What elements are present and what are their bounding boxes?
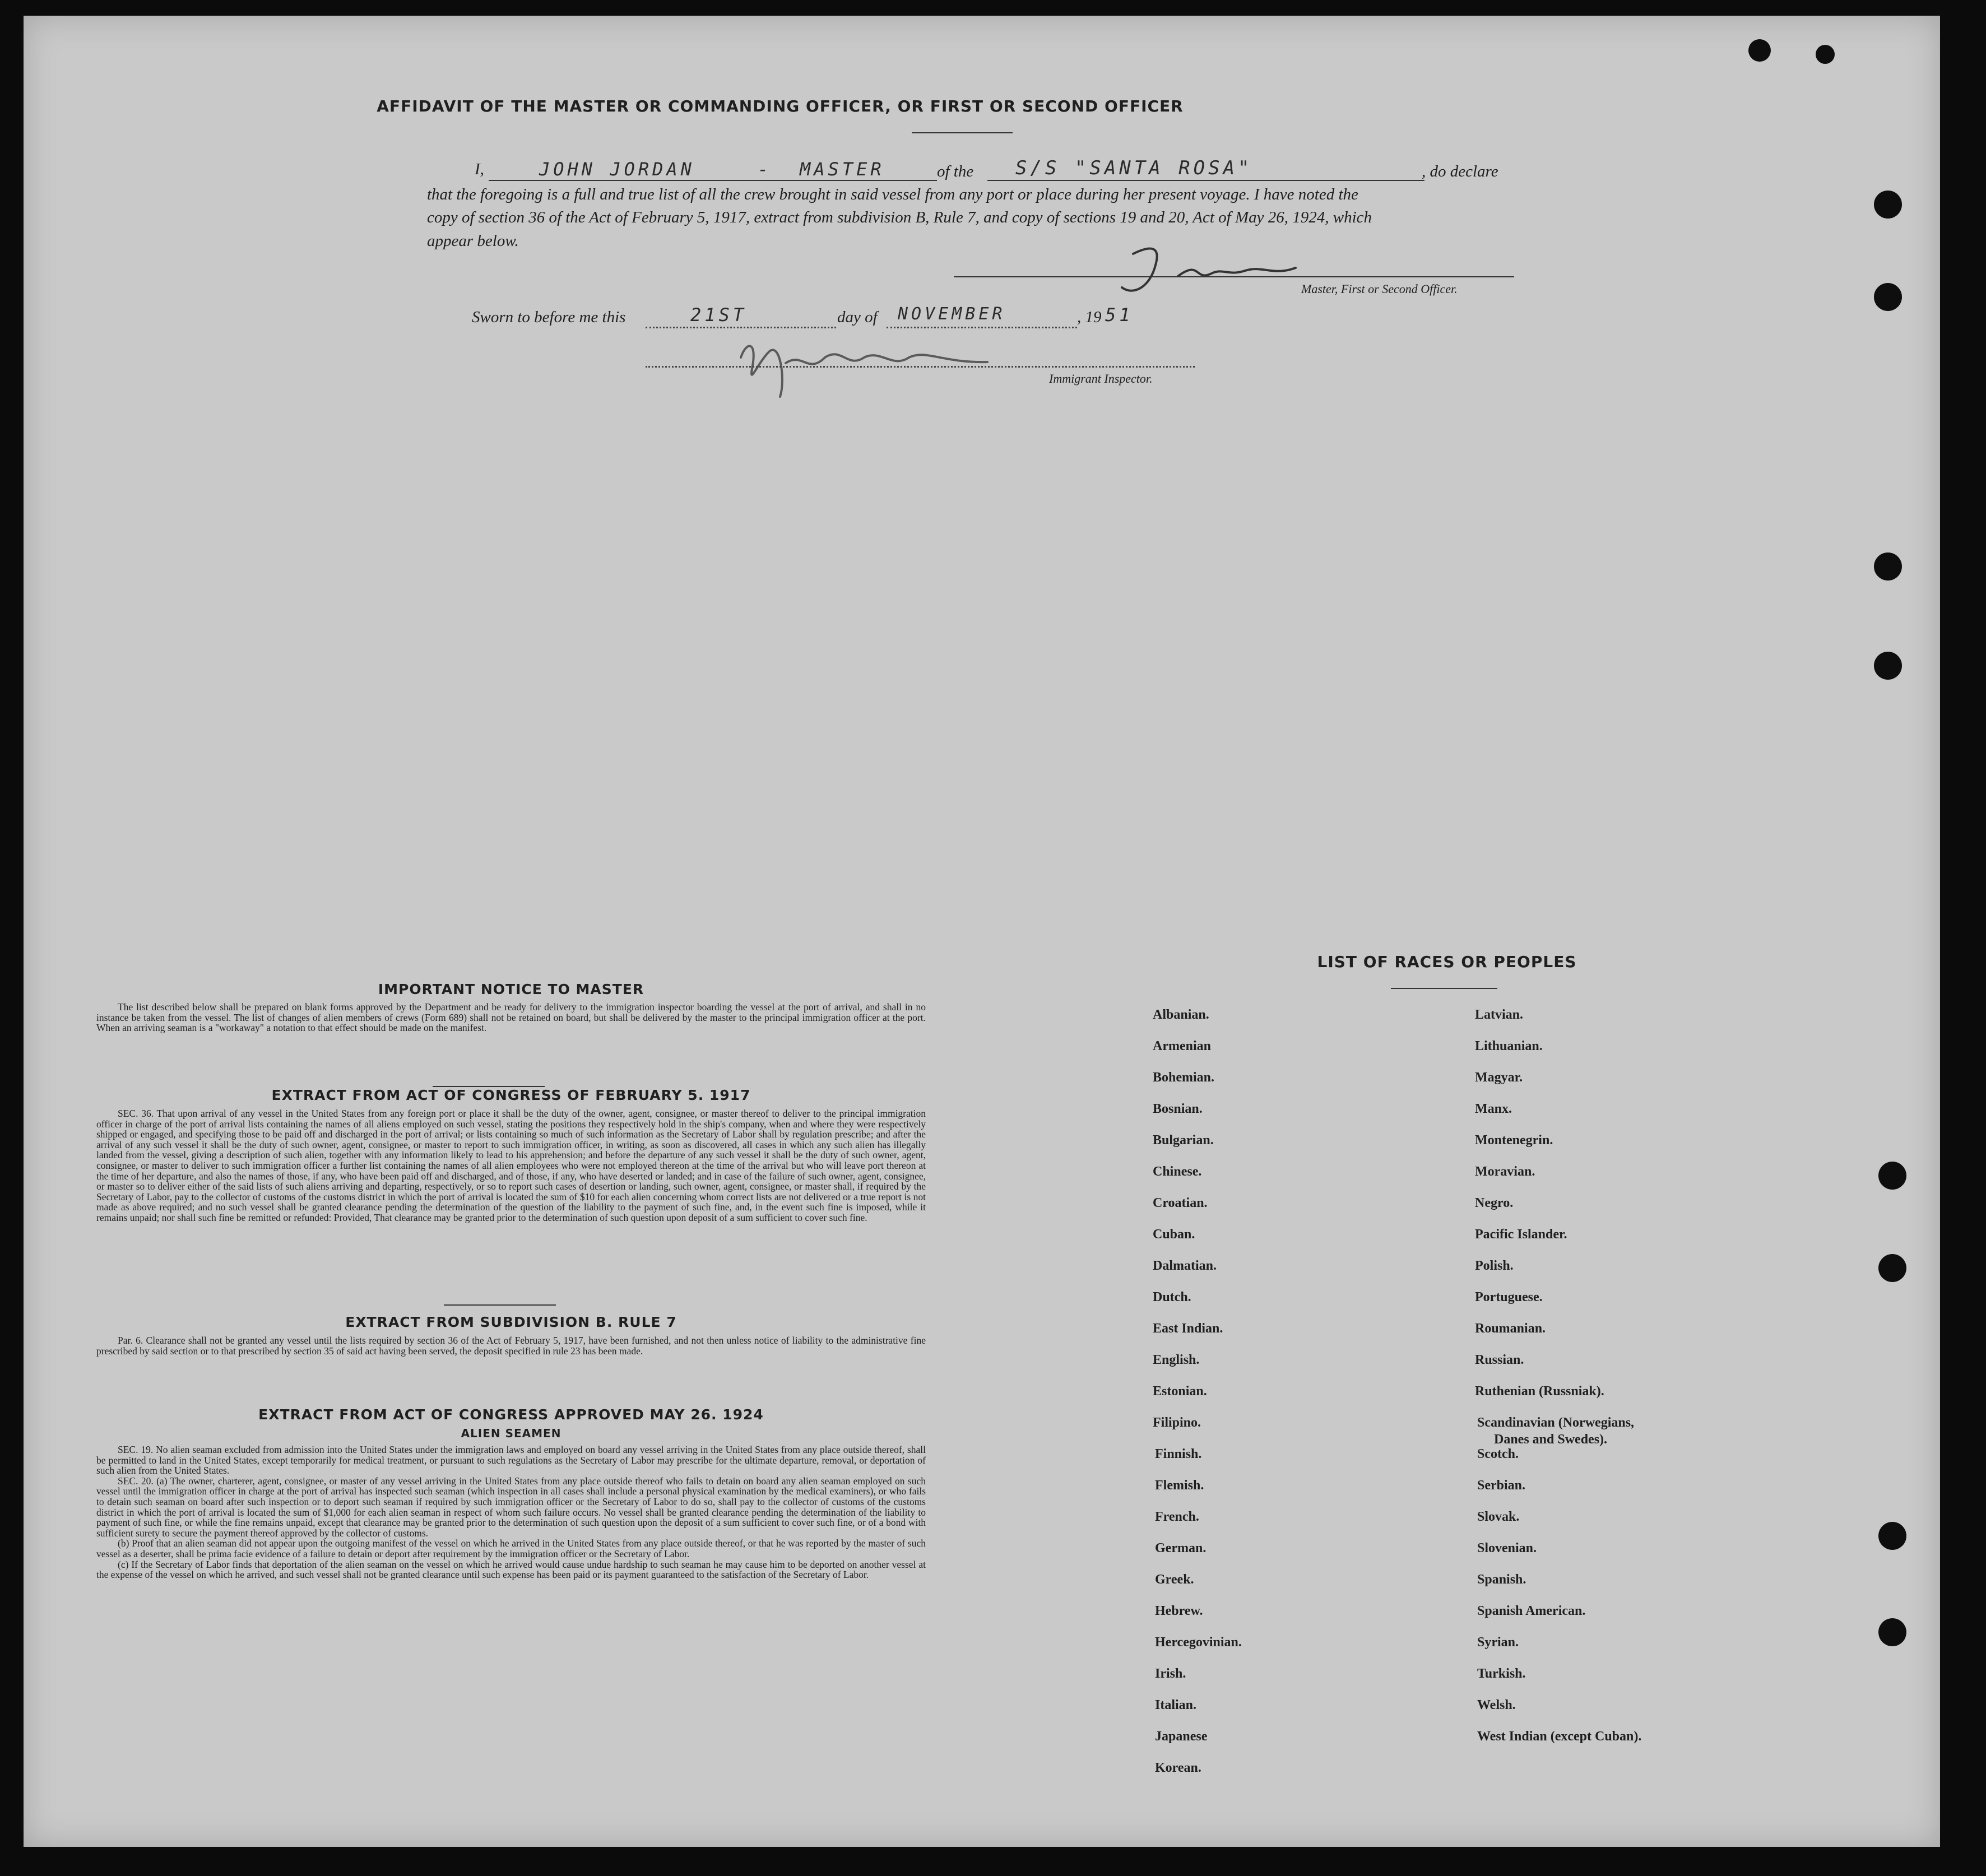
- extract-1917-rule: [444, 1304, 556, 1306]
- signature-line: [954, 276, 1514, 277]
- affidavit-line-3: copy of section 36 of the Act of February 5, 1917, extract from subdivision B, Rule 7, and copy of sections 19 and 20, Act of May 26, 1924, which: [427, 208, 1372, 226]
- punch-hole: [1878, 1618, 1906, 1646]
- punch-hole: [1874, 191, 1902, 219]
- extract-1924-heading: EXTRACT FROM ACT OF CONGRESS APPROVED MAY 26. 1924: [258, 1406, 764, 1423]
- signature-caption: Master, First or Second Officer.: [1301, 282, 1458, 296]
- punch-hole: [1816, 45, 1835, 64]
- race-item: Irish.: [1155, 1666, 1186, 1681]
- race-item: Portuguese.: [1475, 1290, 1543, 1304]
- race-item: Hercegovinian.: [1155, 1635, 1242, 1650]
- title-rule: [912, 132, 1013, 133]
- race-item: Moravian.: [1475, 1164, 1535, 1179]
- notice-heading: IMPORTANT NOTICE TO MASTER: [378, 981, 644, 997]
- race-item: Scandinavian (Norwegians,: [1477, 1415, 1635, 1430]
- day-line: [646, 327, 836, 328]
- race-item: Montenegrin.: [1475, 1133, 1553, 1148]
- race-item: English.: [1153, 1353, 1200, 1367]
- master-signature: [1111, 243, 1324, 304]
- extract-1917-heading: EXTRACT FROM ACT OF CONGRESS OF FEBRUARY 5. 1917: [271, 1087, 751, 1103]
- race-item: Bosnian.: [1153, 1102, 1203, 1116]
- race-item: Manx.: [1475, 1102, 1512, 1116]
- race-item: Hebrew.: [1155, 1604, 1203, 1618]
- rule-7-text: [96, 1335, 926, 1356]
- race-item: Croatian.: [1153, 1196, 1208, 1210]
- race-item: Syrian.: [1477, 1635, 1519, 1650]
- day-of-text: day of: [837, 308, 878, 326]
- race-item: Lithuanian.: [1475, 1039, 1543, 1053]
- race-item: Korean.: [1155, 1761, 1201, 1775]
- race-item: Magyar.: [1475, 1070, 1523, 1085]
- race-item: Chinese.: [1153, 1164, 1202, 1179]
- notice-text: [96, 1002, 926, 1033]
- sworn-text: Sworn to before me this: [472, 308, 626, 326]
- sworn-month: NOVEMBER: [898, 304, 1006, 324]
- race-item: Finnish.: [1155, 1447, 1202, 1461]
- document-sheet: [24, 16, 1940, 1847]
- race-item: Spanish.: [1477, 1572, 1526, 1587]
- of-the-text: of the: [937, 162, 974, 180]
- race-item: Japanese: [1155, 1729, 1208, 1744]
- race-item: Flemish.: [1155, 1478, 1204, 1493]
- race-item: Greek.: [1155, 1572, 1194, 1587]
- race-item: Armenian: [1153, 1039, 1211, 1053]
- race-item: Turkish.: [1477, 1666, 1526, 1681]
- section-36-paragraph: SEC. 36. That upon arrival of any vessel in the United States from any foreign port or place it shall be the duty of the owner, agent, consignee, or master thereof to deliver to the principal immigration officer in charge of the port of arrival lists containing the names of all aliens employed on such vessel, stating the positions they respectively hold in the ship's company, when and where they were respectively shipped or engaged, and specifying those to be paid off and discharged in the port of arrival; or lists containing so much of such information as the Secretary of Labor shall by regulation prescribe; and after the arrival of any such vessel it shall be the duty of such owner, agent, consignee, or master to report to such immigration officer, in writing, as soon as discovered, all cases in which any such alien has illegally landed from the vessel, giving a description of such alien, together with any information likely to lead to his apprehension; and before the departure of any such vessel it shall be the duty of such owner, agent, consignee, or master to deliver to such immigration officer a further list containing the names of all alien employees who were not employed thereon at the time of the arrival but who will leave port thereon at the time of her departure, and also the names of those, if any, who have been paid off and discharged, and of those, if any, who have deserted or landed; and in case of the failure of such owner, agent, consignee, or master so to deliver either of the said lists of such aliens arriving and departing, respectively, or so to report such cases of desertion or landing, such owner, agent, consignee, or master shall, if required by the Secretary of Labor, pay to the collector of customs of the customs district in which the port of arrival is located the sum of $10 for each alien concerning whom correct lists are not delivered or a true report is not made as above required; and no such vessel shall be granted clearance pending the determination of the question of the liability to the payment of such fine, and, in the event such fine is imposed, while it remains unpaid; nor shall such fine be remitted or refunded: Provided, That clearance may be granted prior to the determination of such question upon deposit of a sum sufficient to cover such fine.: [96, 1108, 926, 1223]
- race-item: Serbian.: [1477, 1478, 1526, 1493]
- inspector-caption: Immigrant Inspector.: [1049, 372, 1153, 386]
- race-item: Scotch.: [1477, 1447, 1519, 1461]
- race-item: Albanian.: [1153, 1007, 1209, 1022]
- section-20c-paragraph: (c) If the Secretary of Labor finds that deportation of the alien seaman on the vessel on which he arrived would cause undue hardship to such seaman he may cause him to be deported on another vessel at the expense of the vessel on which he arrived, and such vessel shall not be granted clearance until such expense has been paid or its payment guaranteed to the satisfaction of the Secretary of Labor.: [96, 1558, 926, 1581]
- races-rule: [1391, 988, 1497, 989]
- race-item: Spanish American.: [1477, 1604, 1586, 1618]
- affidavit-title: AFFIDAVIT OF THE MASTER OR COMMANDING OFFICER, OR FIRST OR SECOND OFFICER: [377, 97, 1184, 115]
- punch-hole: [1874, 283, 1902, 311]
- punch-hole: [1878, 1162, 1906, 1190]
- extract-1917-text: [96, 1108, 926, 1223]
- race-item: Latvian.: [1475, 1007, 1524, 1022]
- race-item: Italian.: [1155, 1698, 1197, 1712]
- race-item: Welsh.: [1477, 1698, 1516, 1712]
- race-item: Bohemian.: [1153, 1070, 1215, 1085]
- month-line: [887, 327, 1077, 328]
- name-line: [489, 180, 937, 181]
- races-heading: LIST OF RACES OR PEOPLES: [1317, 953, 1577, 971]
- affidavit-prefix: I,: [475, 160, 484, 178]
- notice-paragraph: The list described below shall be prepared on blank forms approved by the Department and be ready for delivery to the immigration inspector boarding the vessel at the port of arrival, and shall in no instance be taken from the vessel. The list of changes of alien members of crews (Form 689) shall not be retained on board, but shall be delivered by the master to the principal immigration officer at the port. When an arriving seaman is a "workaway" a notation to that effect should be made on the manifest.: [96, 1001, 926, 1034]
- inspector-signature: [718, 329, 1010, 408]
- inspector-line: [646, 366, 1195, 368]
- race-item: Pacific Islander.: [1475, 1227, 1567, 1242]
- race-item: Danes and Swedes).: [1494, 1432, 1608, 1447]
- sworn-day: 21ST: [690, 304, 748, 326]
- name-dash: -: [758, 159, 772, 180]
- section-19-paragraph: SEC. 19. No alien seaman excluded from admission into the United States under the immigration laws and employed on board any vessel arriving in the United States from any place outside thereof, shall be permitted to land in the United States, except temporarily for medical treatment, or pursuant to such regulations as the Secretary of Labor may prescribe for the ultimate departure, removal, or deportation of such alien from the United States.: [96, 1444, 926, 1476]
- race-item: Dalmatian.: [1153, 1259, 1217, 1273]
- affidavit-line-2: that the foregoing is a full and true list of all the crew brought in said vessel from any port or place during her present voyage. I have noted the: [427, 185, 1358, 203]
- race-item: West Indian (except Cuban).: [1477, 1729, 1642, 1744]
- rule-7-paragraph: Par. 6. Clearance shall not be granted any vessel until the lists required by section 36 of the Act of February 5, 1917, have been furnished, and not then unless notice of liability to the administrative fine prescribed by said section or to that prescribed by section 35 of said act having been served, the deposit specified in rule 23 has been made.: [96, 1335, 926, 1357]
- race-item: Russian.: [1475, 1353, 1524, 1367]
- race-item: Roumanian.: [1475, 1321, 1546, 1336]
- punch-hole: [1874, 652, 1902, 680]
- vessel-name: S/S "SANTA ROSA": [1015, 157, 1253, 179]
- extract-1924-text: [96, 1445, 926, 1580]
- race-item: Bulgarian.: [1153, 1133, 1214, 1148]
- race-item: Cuban.: [1153, 1227, 1195, 1242]
- master-name: JOHN JORDAN: [539, 159, 695, 180]
- do-declare-text: , do declare: [1422, 162, 1498, 180]
- race-item: French.: [1155, 1510, 1199, 1524]
- year-prefix: , 19: [1077, 308, 1102, 326]
- year-suffix: 51: [1105, 304, 1134, 326]
- race-item: Dutch.: [1153, 1290, 1191, 1304]
- affidavit-line-4: appear below.: [427, 232, 519, 250]
- master-rank: MASTER: [800, 159, 885, 180]
- punch-hole: [1878, 1254, 1906, 1282]
- race-item: Negro.: [1475, 1196, 1514, 1210]
- race-item: Slovak.: [1477, 1510, 1520, 1524]
- race-item: Filipino.: [1153, 1415, 1201, 1430]
- alien-seamen-subheading: ALIEN SEAMEN: [461, 1427, 562, 1440]
- race-item: German.: [1155, 1541, 1207, 1555]
- punch-hole: [1748, 39, 1771, 62]
- rule-7-heading: EXTRACT FROM SUBDIVISION B. RULE 7: [345, 1314, 677, 1330]
- section-20a-paragraph: SEC. 20. (a) The owner, charterer, agent, consignee, or master of any vessel arriving in the United States from any place outside thereof who fails to detain on board any alien seaman employed on such vessel until the immigration officer in charge at the port of arrival has inspected such seaman (which inspection in all cases shall include a personal physical examination by the medical examiners), or who fails to detain such seaman on board after such inspection or to deport such seaman if required by such immigration officer or the Secretary of Labor to do so, shall pay to the collector of customs of the customs district in which the port of arrival is located the sum of $1,000 for each alien seaman in respect of whom such failure occurs. No vessel shall be granted clearance pending the determination of the liability to payment of such fine, or while the fine remains unpaid, except that clearance may be granted prior to the determination of such question upon the deposit of a sum sufficient to cover such fine, or of a bond with sufficient surety to secure the payment thereof approved by the collector of customs.: [96, 1475, 926, 1539]
- punch-hole: [1878, 1522, 1906, 1550]
- race-item: Estonian.: [1153, 1384, 1207, 1399]
- punch-hole: [1874, 552, 1902, 581]
- vessel-line: [987, 180, 1424, 181]
- race-item: East Indian.: [1153, 1321, 1223, 1336]
- race-item: Polish.: [1475, 1259, 1514, 1273]
- race-item: Slovenian.: [1477, 1541, 1537, 1555]
- race-item: Ruthenian (Russniak).: [1475, 1384, 1604, 1399]
- section-20b-paragraph: (b) Proof that an alien seaman did not appear upon the outgoing manifest of the vessel on which he arrived in the United States from any place outside thereof, or that he was reported by the master of such vessel as a deserter, shall be prima facie evidence of a failure to detain or deport after requirement by the immigration officer or the Secretary of Labor.: [96, 1538, 926, 1559]
